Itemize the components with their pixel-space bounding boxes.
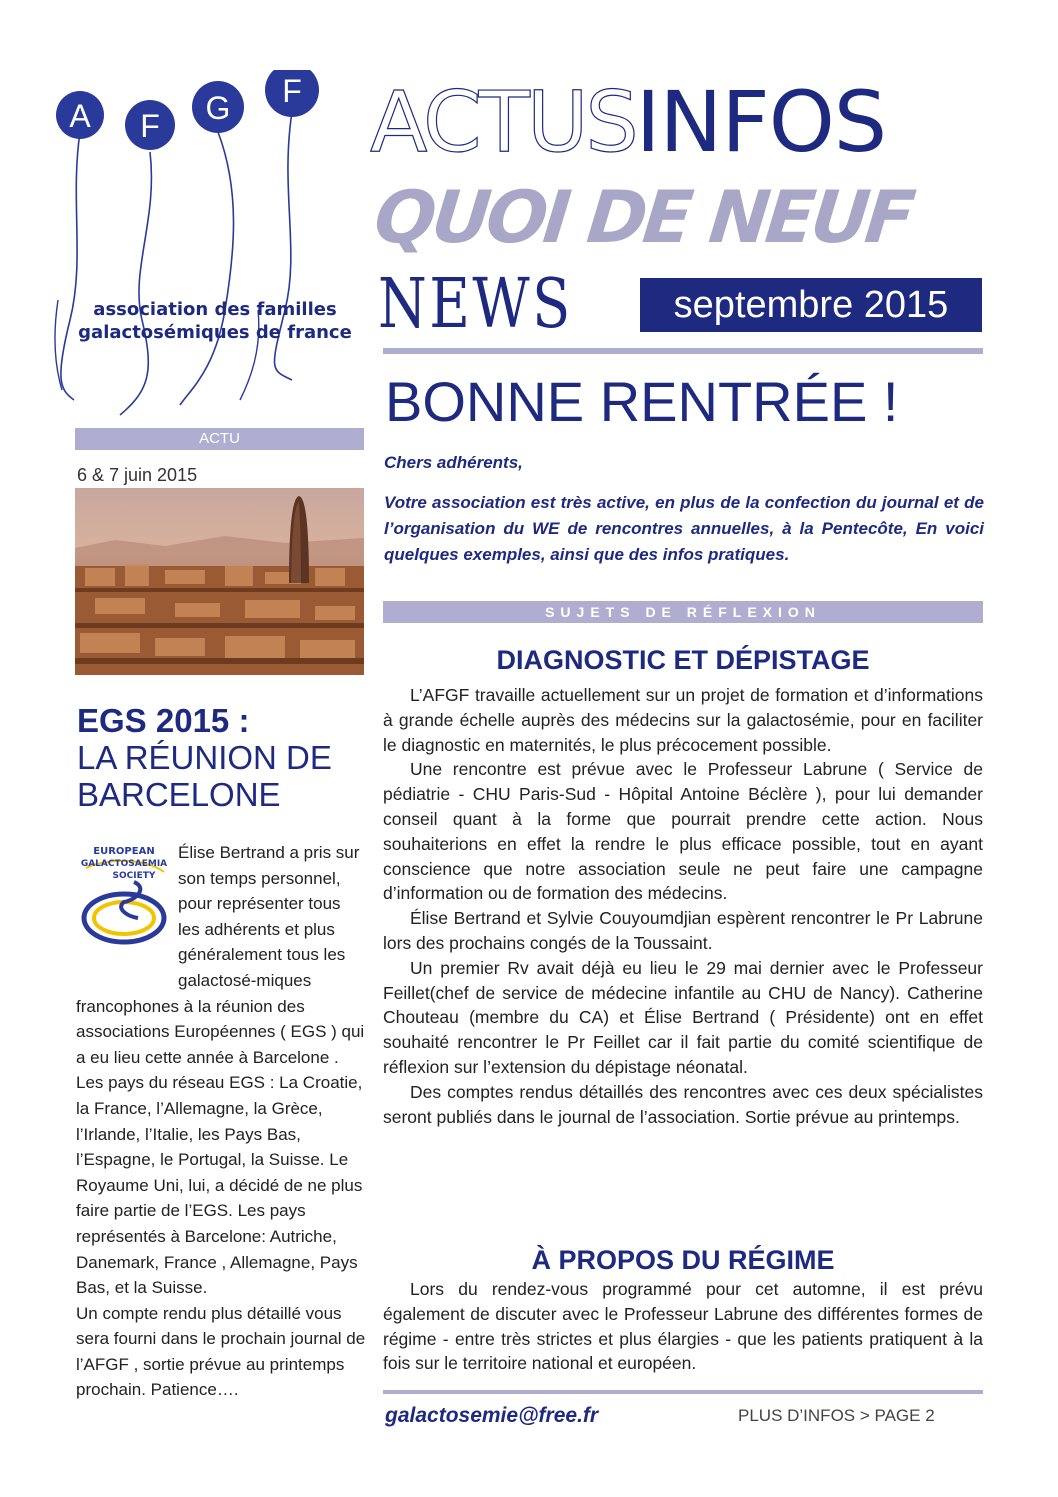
page-headline: BONNE RENTRÉE ! bbox=[385, 370, 899, 433]
logo-letter-f2: F bbox=[282, 73, 302, 109]
masthead-infos: INFOS bbox=[635, 73, 887, 171]
more-info-page-link[interactable]: PLUS D’INFOS > PAGE 2 bbox=[738, 1406, 935, 1425]
afgf-logo bbox=[30, 70, 370, 430]
divider-top bbox=[383, 348, 983, 354]
diagnostic-paragraph-3: Élise Bertrand et Sylvie Couyoumdjian espèrent rencontrer le Pr Labrune lors des prochains congés de la Toussaint. bbox=[383, 908, 983, 953]
barcelona-city-photo bbox=[75, 488, 364, 675]
regime-body bbox=[383, 1277, 983, 1376]
egs-article-title bbox=[77, 702, 377, 813]
actu-date: 6 & 7 juin 2015 bbox=[77, 465, 198, 485]
egs-logo-line1: EUROPEAN bbox=[93, 846, 155, 857]
masthead-actus: ACTUS bbox=[370, 73, 636, 171]
sujets-section-bar: SUJETS DE RÉFLEXION bbox=[383, 601, 983, 623]
divider-bottom bbox=[383, 1390, 983, 1394]
diagnostic-body bbox=[383, 683, 983, 1129]
egs-article-body bbox=[76, 840, 366, 1403]
diagnostic-paragraph-1: L’AFGF travaille actuellement sur un projet de formation et d’informations à grande échelle auprès des médecins sur la galactosémie, pour en faciliter le diagnostic en maternités, le plus précocement possible. bbox=[383, 685, 983, 755]
logo-tagline bbox=[60, 298, 370, 344]
egs-title-line3: BARCELONE bbox=[77, 776, 281, 813]
diagnostic-paragraph-5: Des comptes rendus détaillés des rencontres avec ces deux spécialistes seront publiés dans le journal de l’association. Sortie prévue au printemps. bbox=[383, 1081, 983, 1127]
tagline-line1: association des familles bbox=[93, 299, 337, 320]
egs-logo-line3: SOCIETY bbox=[112, 871, 156, 881]
egs-logo-line2: GALACTOSAEMIA bbox=[80, 859, 168, 869]
intro-text: Votre association est très active, en plus de la confection du journal et de l’organisation du WE de rencontres annuelles, à la Pentecôte, En voici quelques exemples, ainsi que des infos pratiques. bbox=[384, 493, 984, 564]
masthead-news: NEWS bbox=[378, 265, 573, 344]
egs-paragraph-1: Élise Bertrand a pris sur son temps personnel, pour représenter tous les adhérents et plus généralement tous les galactosé-miques francophones à la réunion des associations Européennes ( EGS ) qui a eu lieu cette année à Barcelone . bbox=[76, 843, 365, 1067]
diagnostic-paragraph-2: Une rencontre est prévue avec le Professeur Labrune ( Service de pédiatrie - CHU Paris-Sud - Hôpital Antoine Béclère ), pour lui demander conseil quant à la forme que pourrait prendre cette action. Nous souhaiterions en effet la rendre le plus efficace possible, tout en ayant conscience que notre association seule ne peut faire une campagne d’information ou de formation des médecins. bbox=[383, 759, 983, 904]
egs-paragraph-2: Les pays du réseau EGS : La Croatie, la France, l’Allemagne, la Grèce, l’Irlande, l’Italie, les Pays Bas, l’Espagne, le Portugal, la Suisse. Le Royaume Uni, lui, a décidé de ne plus faire partie de l’EGS. Les pays représentés à Barcelone: Autriche, Danemark, France , Allemagne, Pays Bas, et la Suisse. bbox=[76, 1073, 363, 1298]
diagnostic-heading: DIAGNOSTIC ET DÉPISTAGE bbox=[496, 645, 870, 675]
intro-greeting: Chers adhérents, bbox=[384, 453, 523, 472]
egs-title-line2: LA RÉUNION DE bbox=[77, 739, 332, 776]
egs-title-strong: EGS 2015 : bbox=[77, 702, 250, 739]
tagline-line2: galactosémiques de france bbox=[78, 322, 352, 343]
contact-email-link[interactable]: galactosemie@free.fr bbox=[385, 1404, 599, 1427]
masthead-quoi-de-neuf: QUOI DE NEUF bbox=[370, 175, 916, 259]
diagnostic-paragraph-4: Un premier Rv avait déjà eu lieu le 29 mai dernier avec le Professeur Feillet(chef de service de médecine infantile au CHU de Nancy). Catherine Chouteau (membre du CA) et Élise Bertrand ( Présidente) ont en effet souhaité rencontrer le Pr Feillet car il fait partie du comité scientifique de réflexion sur l’extension du dépistage néonatal. bbox=[383, 957, 983, 1077]
egs-paragraph-3: Un compte rendu plus détaillé vous sera fourni dans le prochain journal de l’AFGF , sortie prévue au printemps prochain. Patience…. bbox=[76, 1303, 366, 1400]
logo-letter-a: A bbox=[69, 98, 91, 134]
regime-paragraph-1: Lors du rendez-vous programmé pour cet automne, il est prévu également de discuter avec le Professeur Labrune des différentes formes de régime - entre très strictes et plus élargies - que les patients pratiquent à la fois sur le territoire national et européen. bbox=[383, 1279, 983, 1374]
balloons-logo-icon bbox=[30, 70, 370, 430]
regime-heading: À PROPOS DU RÉGIME bbox=[531, 1245, 835, 1275]
logo-letter-f1: F bbox=[140, 108, 160, 144]
logo-letter-g: G bbox=[205, 90, 231, 126]
issue-date-badge: septembre 2015 bbox=[640, 278, 982, 332]
actu-section-bar: ACTU bbox=[75, 428, 364, 450]
masthead-actus-infos bbox=[370, 72, 886, 172]
egs-logo-spacer bbox=[76, 840, 178, 968]
